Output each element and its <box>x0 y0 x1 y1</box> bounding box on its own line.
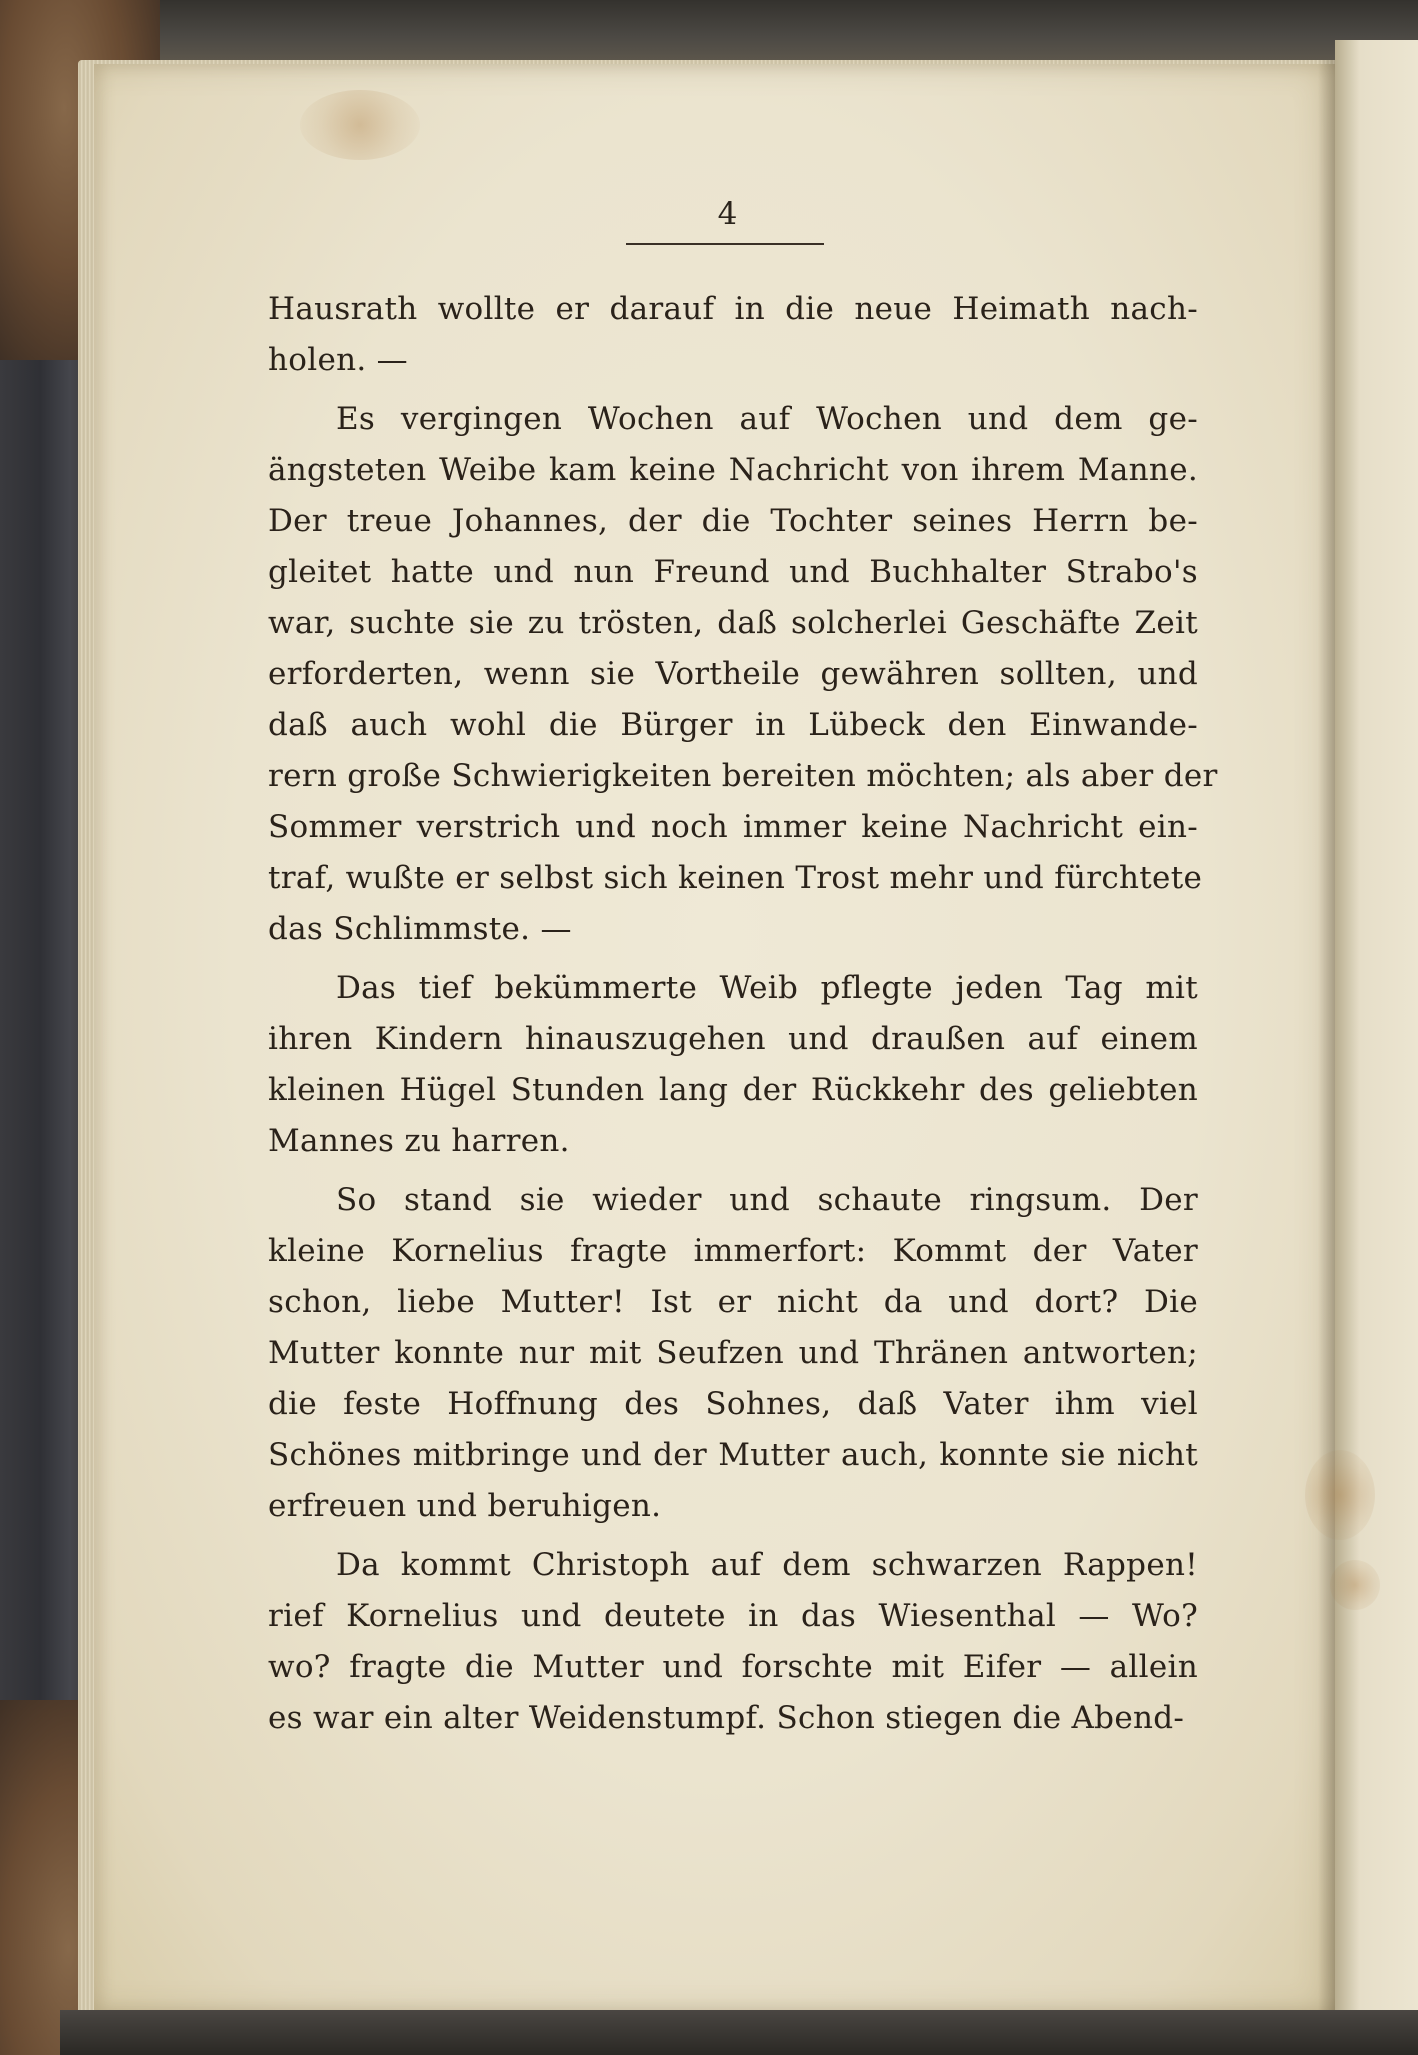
text-line: war, suchte sie zu trösten, daß solcherlei Geschäfte Zeit <box>268 605 1198 641</box>
paragraph <box>268 394 1218 955</box>
text-line: holen. — <box>268 342 408 378</box>
paragraph <box>268 1175 1198 1532</box>
text-line: rief Kornelius und deutete in das Wiesenthal — Wo? <box>268 1598 1198 1634</box>
text-line: kleinen Hügel Stunden lang der Rückkehr des geliebten <box>268 1072 1198 1108</box>
text-line: das Schlimmste. — <box>268 911 572 947</box>
text-line: So stand sie wieder und schaute ringsum. Der <box>336 1182 1198 1218</box>
text-line: Sommer verstrich und noch immer keine Nachricht ein- <box>268 809 1198 845</box>
text-line: Schönes mitbringe und der Mutter auch, konnte sie nicht <box>268 1437 1198 1473</box>
text-line: Mutter konnte nur mit Seufzen und Thränen antworten; <box>268 1335 1198 1371</box>
text-line: Mannes zu harren. <box>268 1123 570 1159</box>
text-line: Das tief bekümmerte Weib pflegte jeden Tag mit <box>336 970 1198 1006</box>
body-text <box>268 284 1218 1752</box>
text-line: ihren Kindern hinauszugehen und draußen auf einem <box>268 1021 1198 1057</box>
text-line: es war ein alter Weidenstumpf. Schon stiegen die Abend- <box>268 1700 1185 1736</box>
paragraph <box>268 284 1198 386</box>
foxing-stain <box>1330 1560 1380 1610</box>
text-line: gleitet hatte und nun Freund und Buchhalter Strabo's <box>268 554 1198 590</box>
cover-top-edge <box>120 0 1418 62</box>
text-line: daß auch wohl die Bürger in Lübeck den Einwande- <box>268 707 1198 743</box>
text-line: Da kommt Christoph auf dem schwarzen Rappen! <box>336 1547 1198 1583</box>
text-line: wo? fragte die Mutter und forschte mit Eifer — allein <box>268 1649 1198 1685</box>
facing-page-edge <box>1335 40 1418 2030</box>
text-line: Hausrath wollte er darauf in die neue Heimath nach- <box>268 291 1198 327</box>
paragraph <box>268 1540 1198 1744</box>
text-line: Der treue Johannes, der die Tochter seines Herrn be- <box>268 503 1198 539</box>
page-number: 4 <box>717 196 738 232</box>
paragraph <box>268 963 1198 1167</box>
foxing-stain <box>1305 1450 1375 1540</box>
text-line: rern große Schwierigkeiten bereiten möchten; als aber der <box>268 758 1218 794</box>
text-line: schon, liebe Mutter! Ist er nicht da und dort? Die <box>268 1284 1198 1320</box>
text-line: traf, wußte er selbst sich keinen Trost mehr und fürchtete <box>268 860 1203 896</box>
text-line: die feste Hoffnung des Sohnes, daß Vater ihm viel <box>268 1386 1198 1422</box>
text-line: erfreuen und beruhigen. <box>268 1488 662 1524</box>
text-line: erforderten, wenn sie Vortheile gewähren sollten, und <box>268 656 1198 692</box>
text-line: kleine Kornelius fragte immerfort: Kommt der Vater <box>268 1233 1198 1269</box>
foxing-stain <box>300 90 420 160</box>
text-line: Es vergingen Wochen auf Wochen und dem ge- <box>336 401 1198 437</box>
cover-bottom-edge <box>60 2010 1418 2055</box>
text-line: ängsteten Weibe kam keine Nachricht von ihrem Manne. <box>268 452 1198 488</box>
header-rule <box>626 243 824 245</box>
